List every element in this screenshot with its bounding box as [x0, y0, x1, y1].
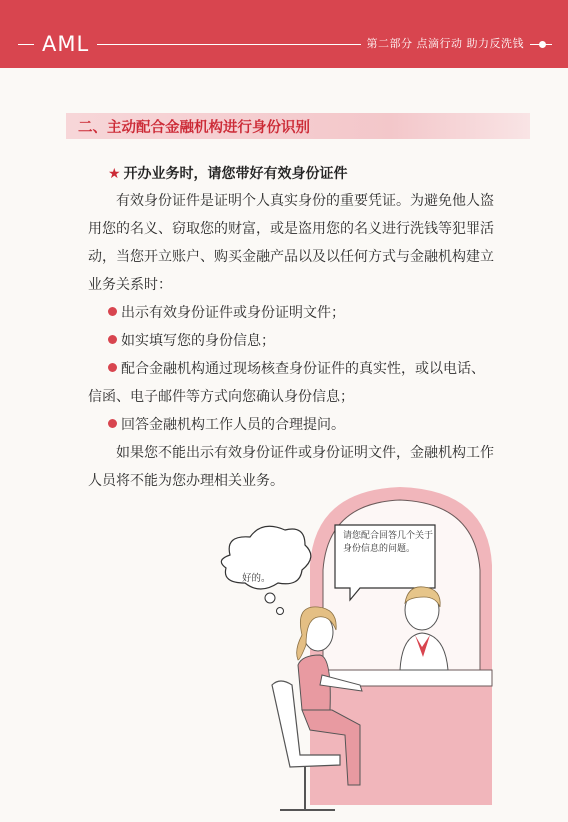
bullet-item: 回答金融机构工作人员的合理提问。: [108, 411, 345, 439]
aml-logo: AML: [34, 32, 97, 56]
paragraph-1-line-3: 动，当您开立账户、购买金融产品以及以任何方式与金融机构建立: [88, 249, 494, 265]
star-icon: ★: [108, 166, 121, 182]
paragraph-1-line-4: 业务关系时：: [88, 277, 172, 293]
bullet-item-continuation: 信函、电子邮件等方式向您确认身份信息；: [88, 389, 354, 405]
section-title: 二、主动配合金融机构进行身份识别: [78, 120, 310, 136]
teller-speech-text: 请您配合回答几个关于身份信息的问题。: [343, 531, 434, 554]
customer-thought-text: 好的。: [242, 573, 271, 584]
section-title-bar: [66, 113, 530, 139]
bullet-dot-icon: [108, 363, 117, 372]
bullet-dot-icon: [108, 307, 117, 316]
bullet-item: 出示有效身份证件或身份证明文件；: [108, 299, 345, 327]
bullet-dot-icon: [108, 419, 117, 428]
bullet-item: 如实填写您的身份信息；: [108, 327, 275, 355]
paragraph-2-line-1: 如果您不能出示有效身份证件或身份证明文件，金融机构工作: [116, 445, 494, 461]
subheading-text: 开办业务时，请您带好有效身份证件: [123, 166, 348, 182]
paragraph-1: [88, 187, 528, 299]
bullet-dot-icon: [108, 335, 117, 344]
paragraph-1-line-1: 有效身份证件是证明个人真实身份的重要凭证。为避免他人盗: [116, 193, 494, 209]
paragraph-2-line-2: 人员将不能为您办理相关业务。: [88, 473, 284, 489]
header-breadcrumb: 第二部分 点滴行动 助力反洗钱: [361, 35, 531, 51]
subheading: [108, 163, 348, 183]
page-header: [0, 0, 568, 68]
bullet-item: 配合金融机构通过现场核查身份证件的真实性，或以电话、: [108, 355, 485, 383]
paragraph-1-line-2: 用您的名义、窃取您的财富，或是盗用您的名义进行洗钱等犯罪活: [88, 221, 494, 237]
header-dot-icon: [539, 41, 546, 48]
